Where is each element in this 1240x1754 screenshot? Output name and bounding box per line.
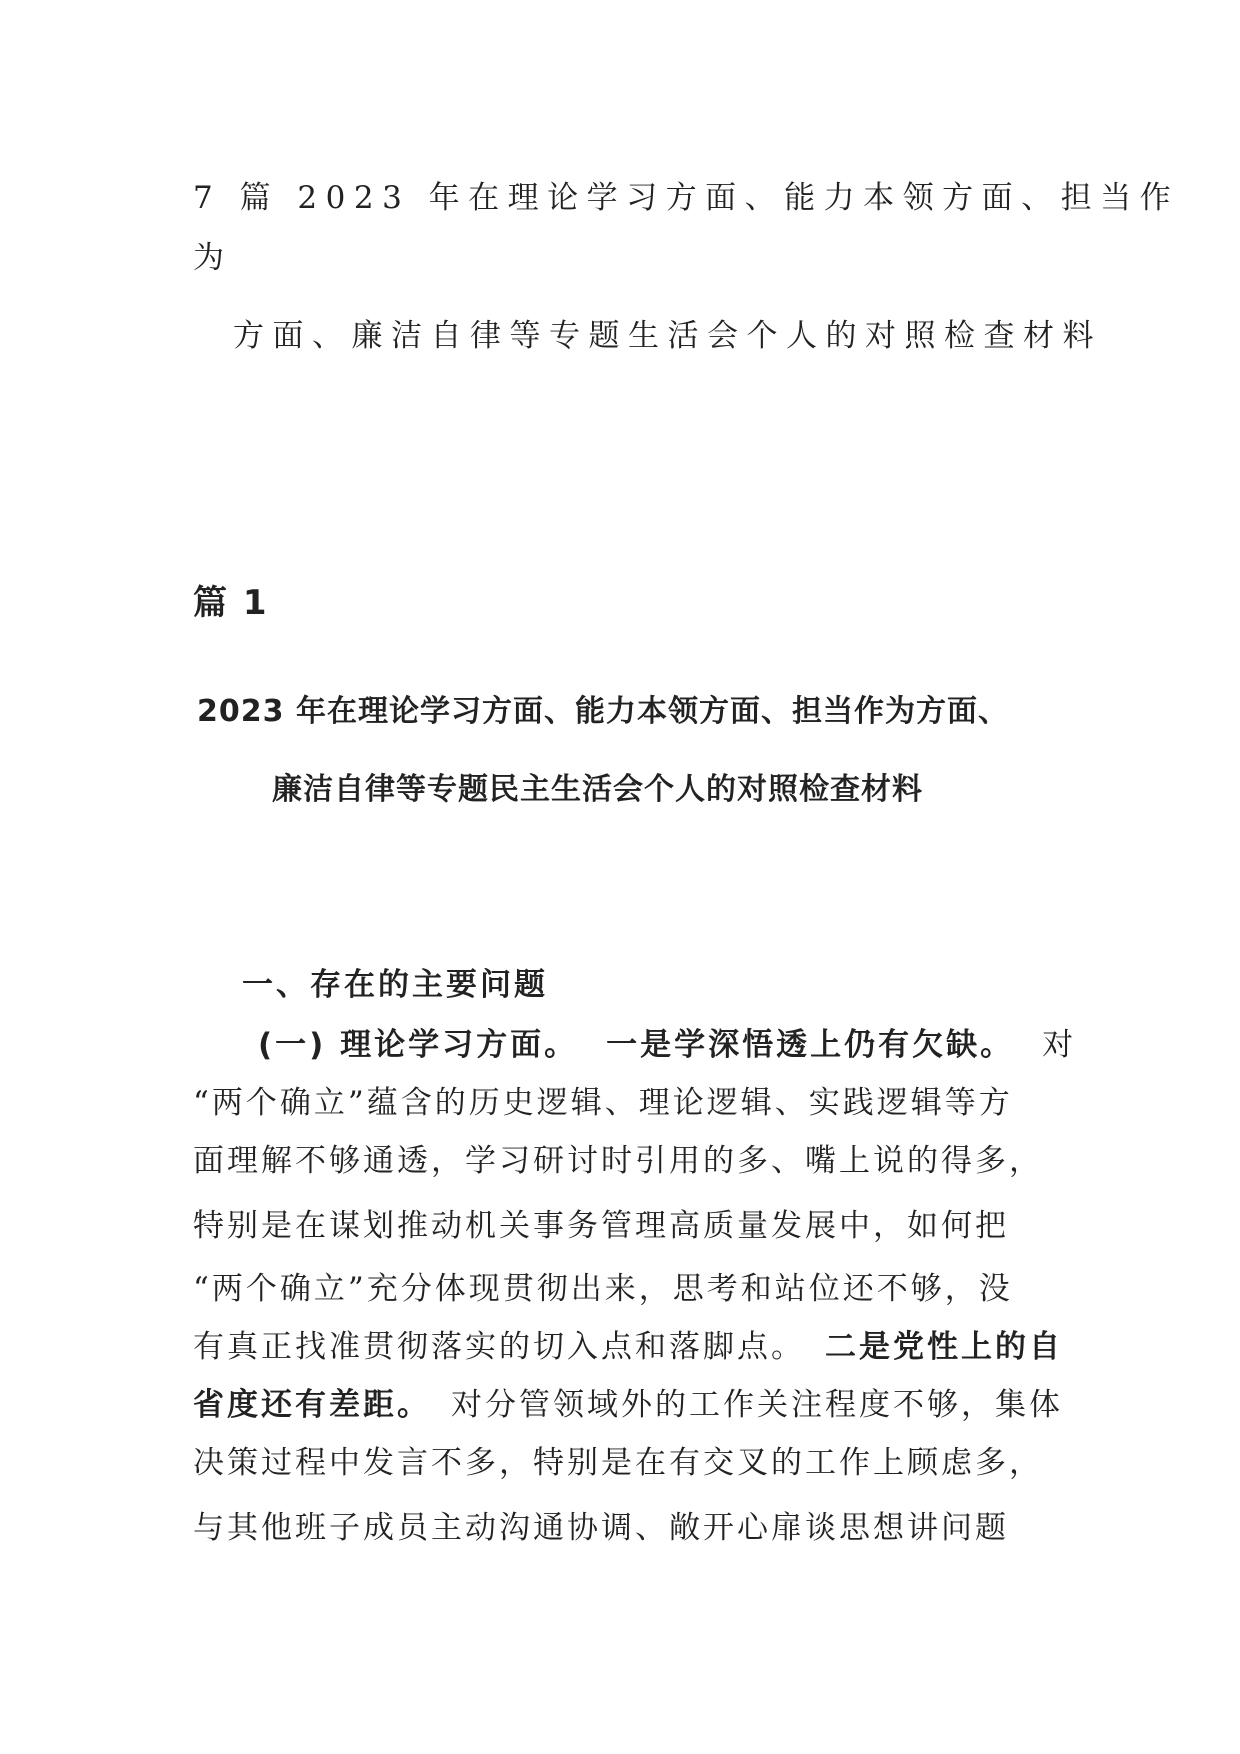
- paragraph-line-3: 面理解不够通透，学习研讨时引用的多、嘴上说的得多，: [193, 1143, 1043, 1179]
- point-1-start: 对: [1042, 1027, 1077, 1063]
- section-label: 篇 1: [193, 583, 269, 623]
- paragraph-line-1: [258, 1025, 1076, 1065]
- paragraph-line-6: [193, 1327, 1063, 1367]
- point-2-title-part-1: 二是党性上的自: [825, 1329, 1063, 1365]
- document-title-line-3: 方面、廉洁自律等专题生活会个人的对照检查材料: [233, 318, 1102, 354]
- point-2-title-part-2: 省度还有差距。: [193, 1387, 431, 1423]
- point-2-start: 对分管领域外的工作关注程度不够，集体: [451, 1387, 1063, 1423]
- point-1-ending: 有真正找准贯彻落实的切入点和落脚点。: [193, 1329, 805, 1365]
- subtitle-line-1: 2023 年在理论学习方面、能力本领方面、担当作为方面、: [197, 694, 1009, 729]
- paragraph-line-7: [193, 1385, 1063, 1425]
- document-title-line-2: 为: [193, 240, 233, 276]
- paragraph-line-9: 与其他班子成员主动沟通协调、敞开心扉谈思想讲问题: [193, 1510, 1009, 1546]
- paragraph-line-4: 特别是在谋划推动机关事务管理高质量发展中，如何把: [193, 1208, 1009, 1244]
- subtitle-line-2: 廉洁自律等专题民主生活会个人的对照检查材料: [272, 772, 923, 807]
- document-title-line-1: 7 篇 2023 年在理论学习方面、能力本领方面、担当作: [193, 180, 1180, 216]
- paragraph-line-2: “两个确立”蕴含的历史逻辑、理论逻辑、实践逻辑等方: [193, 1085, 1013, 1121]
- paragraph-line-5: “两个确立”充分体现贯彻出来，思考和站位还不够，没: [193, 1271, 1013, 1307]
- point-1-title: 一是学深悟透上仍有欠缺。: [606, 1027, 1015, 1063]
- heading-main-problems: 一、存在的主要问题: [242, 967, 548, 1003]
- sub-heading-theory-study: (一) 理论学习方面。: [258, 1027, 579, 1063]
- paragraph-line-8: 决策过程中发言不多，特别是在有交叉的工作上顾虑多，: [193, 1445, 1043, 1481]
